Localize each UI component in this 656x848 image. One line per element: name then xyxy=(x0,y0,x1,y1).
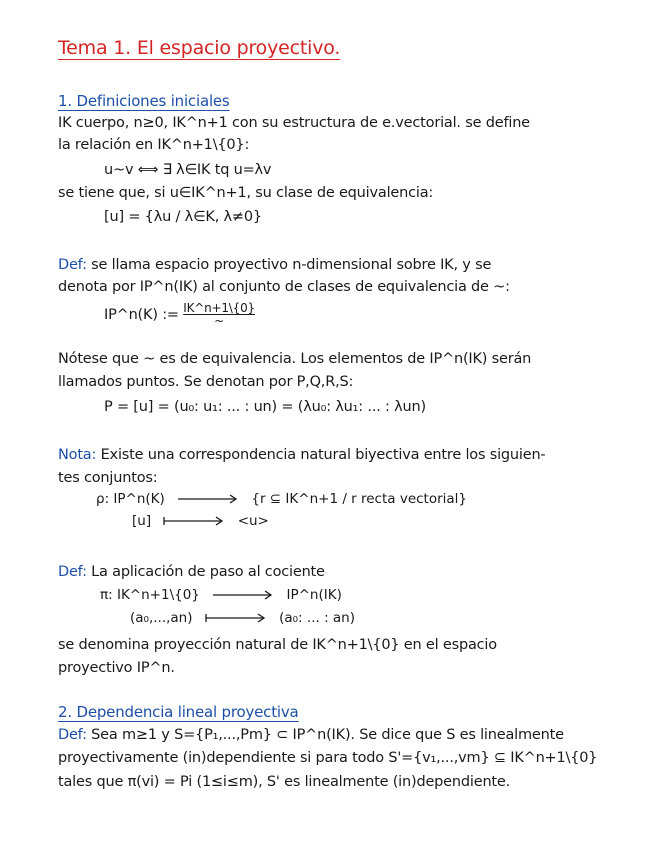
note-correspondence xyxy=(58,446,545,464)
section-heading-linear-dependence: 2. Dependencia lineal proyectiva xyxy=(58,703,299,721)
section-heading-definitions: 1. Definiciones iniciales xyxy=(58,92,230,110)
map-right: {r ⊆ IK^n+1 / r recta vectorial} xyxy=(251,491,468,507)
text-line: proyectivo IP^n. xyxy=(58,660,175,676)
fraction-numerator: IK^n+1\{0} xyxy=(183,301,255,315)
formula-proj-space xyxy=(104,302,255,328)
text-line: tales que π(vi) = Pi (1≤i≤m), S' es linealmente (in)dependiente. xyxy=(58,774,511,790)
map-right: IP^n(IK) xyxy=(286,587,342,603)
text-line: tes conjuntos: xyxy=(58,470,158,486)
def-label: Def: xyxy=(58,564,87,580)
long-right-arrow-icon xyxy=(177,494,239,504)
map-left: [u] xyxy=(132,513,152,529)
text-line: IK cuerpo, n≥0, IK^n+1 con su estructura de e.vectorial. se define xyxy=(58,115,530,131)
formula-equiv-class: [u] = {λu / λ∈K, λ≠0} xyxy=(104,209,262,225)
map-right: (a₀: ... : an) xyxy=(279,610,356,626)
map-pi-element-line xyxy=(130,610,355,627)
map-pi-line xyxy=(100,587,342,604)
note-text: Existe una correspondencia natural biyectiva entre los siguien- xyxy=(96,447,546,463)
text-line: llamados puntos. Se denotan por P,Q,R,S: xyxy=(58,374,354,390)
def-text: se llama espacio proyectivo n-dimensional sobre IK, y se xyxy=(86,257,492,273)
definition-proj-space xyxy=(58,256,491,274)
formula-points: P = [u] = (u₀: u₁: ... : un) = (λu₀: λu₁: ... : λun) xyxy=(104,399,426,415)
map-left: (a₀,...,an) xyxy=(130,610,193,626)
def-label: Def: xyxy=(58,727,87,743)
definition-linear-dependence xyxy=(58,726,564,744)
formula-relation: u~v ⟺ ∃ λ∈IK tq u=λv xyxy=(104,162,272,178)
page-title: Tema 1. El espacio proyectivo. xyxy=(58,37,341,59)
fraction-denominator: ~ xyxy=(214,314,225,328)
maps-to-arrow-icon xyxy=(205,613,267,623)
text-line: la relación en IK^n+1\{0}: xyxy=(58,137,250,153)
maps-to-arrow-icon xyxy=(163,516,225,526)
text-line: se tiene que, si u∈IK^n+1, su clase de equivalencia: xyxy=(58,185,434,201)
note-label: Nota: xyxy=(58,447,97,463)
map-left: ρ: IP^n(K) xyxy=(96,491,165,507)
map-rho-line xyxy=(96,491,467,508)
long-right-arrow-icon xyxy=(212,590,274,600)
map-left: π: IK^n+1\{0} xyxy=(100,587,200,603)
def-text: Sea m≥1 y S={P₁,...,Pm} ⊂ IP^n(IK). Se dice que S es linealmente xyxy=(86,727,564,743)
text-line: Nótese que ~ es de equivalencia. Los elementos de IP^n(IK) serán xyxy=(58,351,532,367)
text-line: se denomina proyección natural de IK^n+1\{0} en el espacio xyxy=(58,637,497,653)
map-rho-element-line xyxy=(132,513,269,530)
text-line: proyectivamente (in)dependiente si para todo S'={v₁,...,vm} ⊆ IK^n+1\{0} xyxy=(58,750,598,766)
def-text: La aplicación de paso al cociente xyxy=(86,564,325,580)
def-label: Def: xyxy=(58,257,87,273)
text-line: denota por IP^n(IK) al conjunto de clases de equivalencia de ~: xyxy=(58,279,510,295)
definition-quotient-map xyxy=(58,563,325,581)
map-right: <u> xyxy=(237,513,269,529)
formula-left: IP^n(K) := xyxy=(104,307,179,323)
fraction xyxy=(183,302,255,328)
